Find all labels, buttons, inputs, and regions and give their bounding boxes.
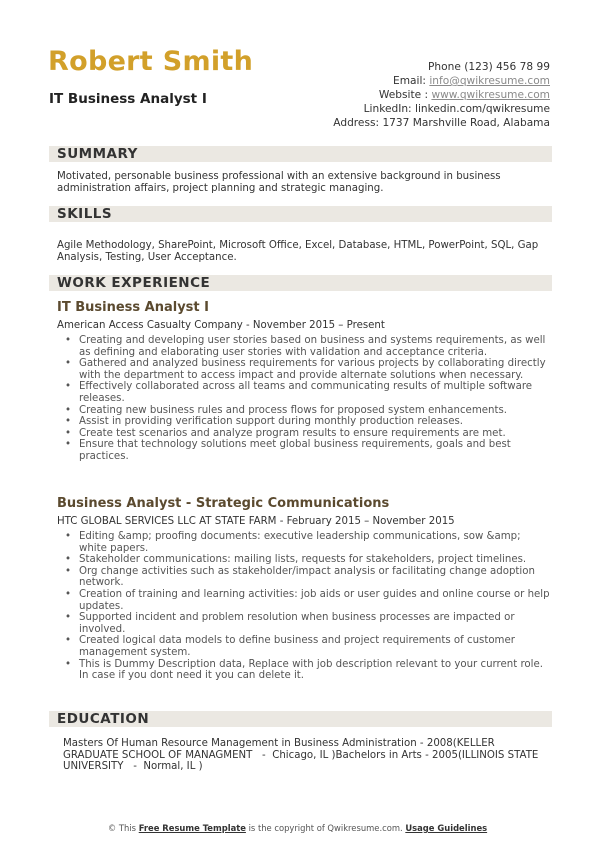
footer-prefix: © This — [107, 823, 137, 833]
bullet-item: • Creation of training and learning activities: job aids or user guides and online course or help updates. — [63, 589, 551, 612]
contact-website-row — [230, 88, 550, 102]
job-bullets — [63, 531, 551, 682]
email-link[interactable]: info@qwikresume.com — [429, 75, 550, 87]
address-value: 1737 Marshville Road, Alabama — [382, 117, 550, 129]
summary-text: Motivated, personable business professional with an extensive background in business administration affairs, project planning and strategic managing. — [57, 171, 501, 194]
footer — [0, 823, 595, 833]
education-text: Masters Of Human Resource Management in Business Administration - 2008(KELLER GRADUATE SCHOOL OF MANAGMENT - Chicago, IL )Bachelors in Arts - 2005(ILLINOIS STATE UNIVERSITY - Normal, IL ) — [63, 738, 542, 773]
contact-address-row — [230, 116, 550, 130]
phone-value: (123) 456 78 99 — [464, 61, 550, 73]
phone-label: Phone — [428, 61, 461, 73]
bullet-item: • Assist in providing verification support during monthly production releases. — [63, 416, 551, 428]
linkedin-label: LinkedIn: — [363, 103, 412, 115]
bullet-item: • Effectively collaborated across all teams and communicating results of multiple software releases. — [63, 381, 551, 404]
usage-guidelines-link[interactable]: Usage Guidelines — [405, 823, 488, 833]
bullet-item: • Creating and developing user stories based on business and systems requirements, as well as defining and elaborating user stories with validation and acceptance criteria. — [63, 335, 551, 358]
job-bullets — [63, 335, 551, 463]
bullet-item: • Gathered and analyzed business requirements for various projects by collaborating directly with the department to access impact and provide alternate solutions when necessary. — [63, 358, 551, 381]
bullet-item: • Org change activities such as stakeholder/impact analysis or facilitating change adoption network. — [63, 566, 551, 589]
skills-section-bar — [49, 206, 552, 222]
candidate-title: IT Business Analyst I — [49, 91, 207, 107]
footer-copyright-text: is the copyright of Qwikresume.com. — [248, 823, 403, 833]
bullet-item: • Supported incident and problem resolution when business processes are impacted or involved. — [63, 612, 551, 635]
bullet-item: • Stakeholder communications: mailing lists, requests for stakeholders, project timelines. — [63, 554, 551, 566]
experience-section-bar — [49, 275, 552, 291]
contact-linkedin-row — [230, 102, 550, 116]
bullet-item: • Ensure that technology solutions meet global business requirements, goals and best practices. — [63, 439, 551, 462]
job-title: Business Analyst - Strategic Communications — [57, 496, 390, 511]
contact-phone-row — [230, 60, 550, 74]
job-meta: HTC GLOBAL SERVICES LLC AT STATE FARM - February 2015 – November 2015 — [57, 516, 455, 527]
job-title: IT Business Analyst I — [57, 300, 209, 315]
education-section-bar — [49, 711, 552, 727]
bullet-item: • This is Dummy Description data, Replace with job description relevant to your current role. In case if you dont need it you can delete it. — [63, 659, 551, 682]
summary-heading: SUMMARY — [57, 146, 138, 162]
candidate-name: Robert Smith — [48, 46, 254, 77]
bullet-item: • Created logical data models to define business and project requirements of customer management system. — [63, 635, 551, 658]
website-label: Website : — [378, 89, 429, 101]
summary-section-bar — [49, 146, 552, 162]
education-heading: EDUCATION — [57, 711, 150, 727]
skills-text: Agile Methodology, SharePoint, Microsoft Office, Excel, Database, HTML, PowerPoint, SQL, Gap Analysis, Testing, User Acceptance. — [57, 240, 539, 263]
linkedin-value: linkedin.com/qwikresume — [415, 103, 550, 115]
address-label: Address: — [333, 117, 380, 129]
bullet-item: • Editing &amp; proofing documents: executive leadership communications, sow &amp; white papers. — [63, 531, 551, 554]
free-resume-template-link[interactable]: Free Resume Template — [138, 823, 246, 833]
bullet-item: • Creating new business rules and process flows for proposed system enhancements. — [63, 405, 551, 417]
website-link[interactable]: www.qwikresume.com — [431, 89, 550, 101]
contact-block — [230, 60, 550, 130]
contact-email-row — [230, 74, 550, 88]
email-label: Email: — [393, 75, 426, 87]
bullet-item: • Create test scenarios and analyze program results to ensure requirements are met. — [63, 428, 551, 440]
job-meta: American Access Casualty Company - November 2015 – Present — [57, 320, 385, 331]
skills-heading: SKILLS — [57, 206, 113, 222]
experience-heading: WORK EXPERIENCE — [57, 275, 211, 291]
